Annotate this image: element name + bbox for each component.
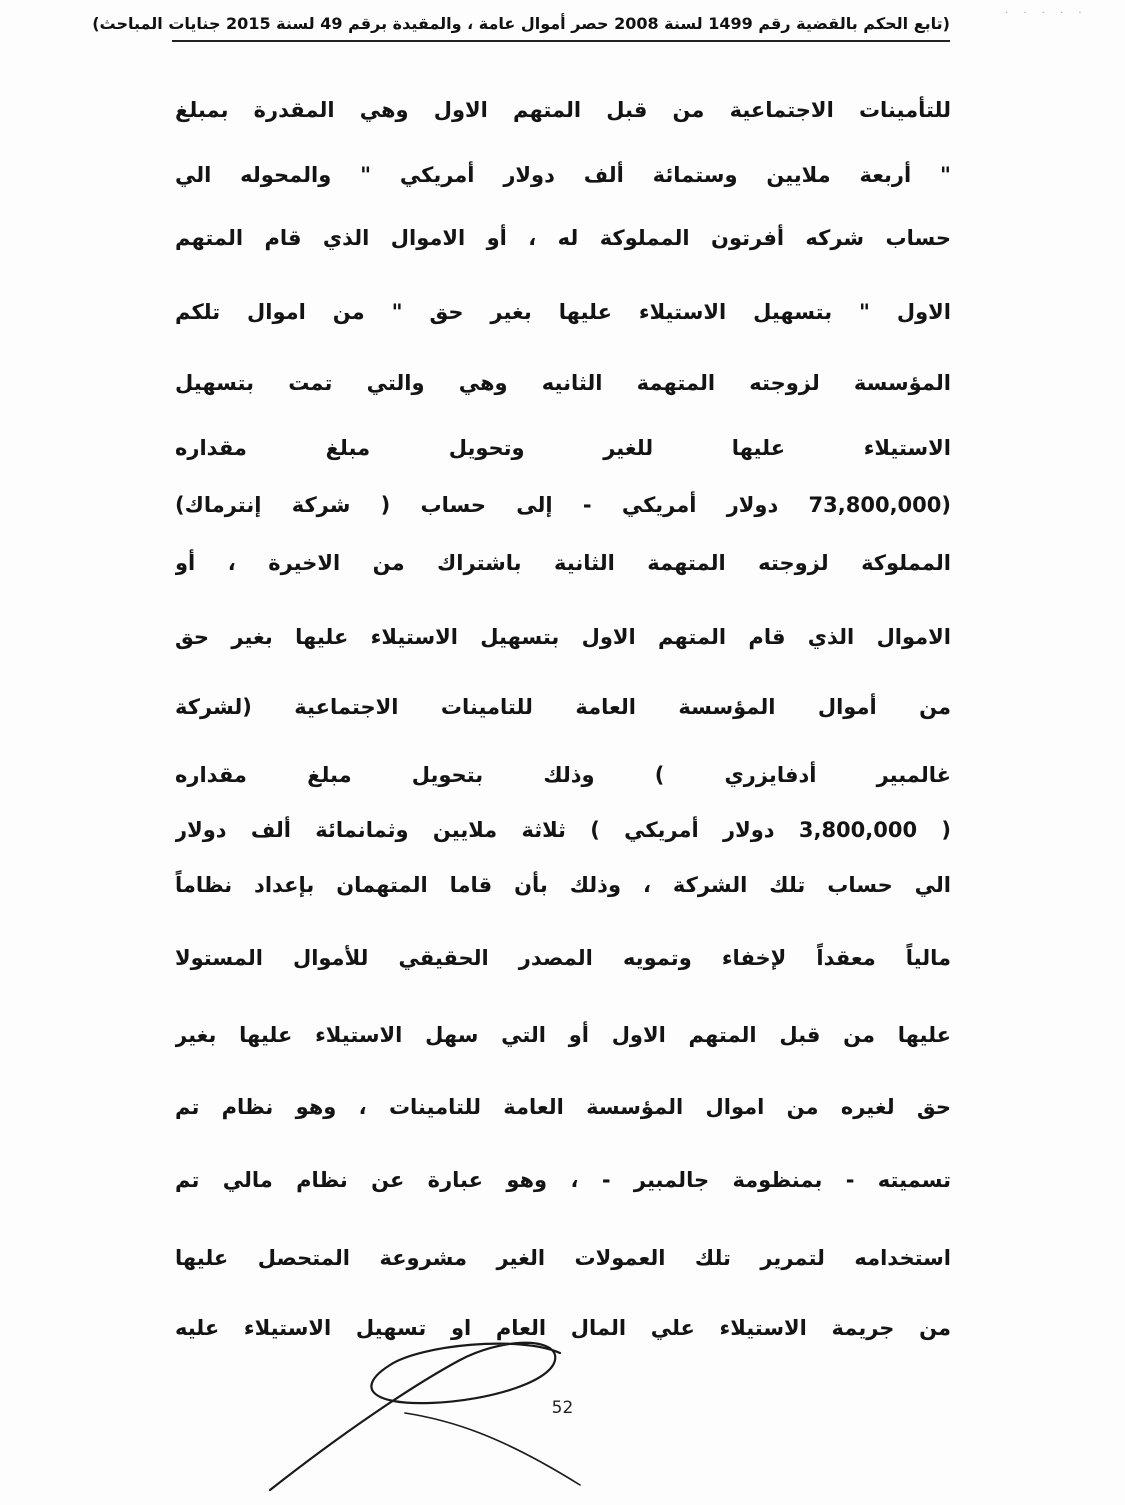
text-line: الاستيلاء عليها للغير وتحويل مبلغ مقداره bbox=[175, 436, 951, 460]
text-line: " أربعة ملايين وستمائة ألف دولار أمريكي " والمحوله الي bbox=[175, 163, 951, 187]
header-divider bbox=[172, 40, 950, 42]
text-line: مالياً معقداً لإخفاء وتمويه المصدر الحقيقي للأموال المستولا bbox=[175, 946, 951, 970]
page-number: 52 bbox=[551, 1398, 574, 1418]
text-line: الاول " بتسهيل الاستيلاء عليها بغير حق " من اموال تلكم bbox=[175, 300, 951, 324]
text-line: (73,800,000 دولار أمريكي - إلى حساب ( شركة إنترماك) bbox=[175, 493, 951, 517]
text-line: الاموال الذي قام المتهم الاول بتسهيل الاستيلاء عليها بغير حق bbox=[175, 625, 951, 649]
text-line: حق لغيره من اموال المؤسسة العامة للتامينات ، وهو نظام تم bbox=[175, 1095, 951, 1119]
scan-specks: · · · · · bbox=[1005, 8, 1088, 19]
text-line: ( 3,800,000 دولار أمريكي ) ثلاثة ملايين وثمانمائة ألف دولار bbox=[175, 818, 951, 842]
text-line: للتأمينات الاجتماعية من قبل المتهم الاول وهي المقدرة بمبلغ bbox=[175, 98, 951, 122]
page-header: (تابع الحكم بالقضية رقم 1499 لسنة 2008 حصر أموال عامة ، والمقيدة برقم 49 لسنة 2015 جنايات المباحث) bbox=[92, 14, 950, 33]
text-line: عليها من قبل المتهم الاول أو التي سهل الاستيلاء عليها بغير bbox=[175, 1023, 951, 1047]
text-line: المملوكة لزوجته المتهمة الثانية باشتراك من الاخيرة ، أو bbox=[175, 551, 951, 575]
text-line: من أموال المؤسسة العامة للتامينات الاجتماعية (لشركة bbox=[175, 695, 951, 719]
text-line: المؤسسة لزوجته المتهمة الثانيه وهي والتي تمت بتسهيل bbox=[175, 371, 951, 395]
text-line: حساب شركه أفرتون المملوكة له ، أو الاموال الذي قام المتهم bbox=[175, 226, 951, 250]
text-line: من جريمة الاستيلاء علي المال العام او تسهيل الاستيلاء عليه bbox=[175, 1316, 951, 1340]
text-line: تسميته - بمنظومة جالمبير - ، وهو عبارة عن نظام مالي تم bbox=[175, 1168, 951, 1192]
text-line: غالمبير أدفايزري ) وذلك بتحويل مبلغ مقداره bbox=[175, 763, 951, 787]
text-line: الي حساب تلك الشركة ، وذلك بأن قاما المتهمان بإعداد نظاماً bbox=[175, 873, 951, 897]
text-line: استخدامه لتمرير تلك العمولات الغير مشروعة المتحصل عليها bbox=[175, 1246, 951, 1270]
